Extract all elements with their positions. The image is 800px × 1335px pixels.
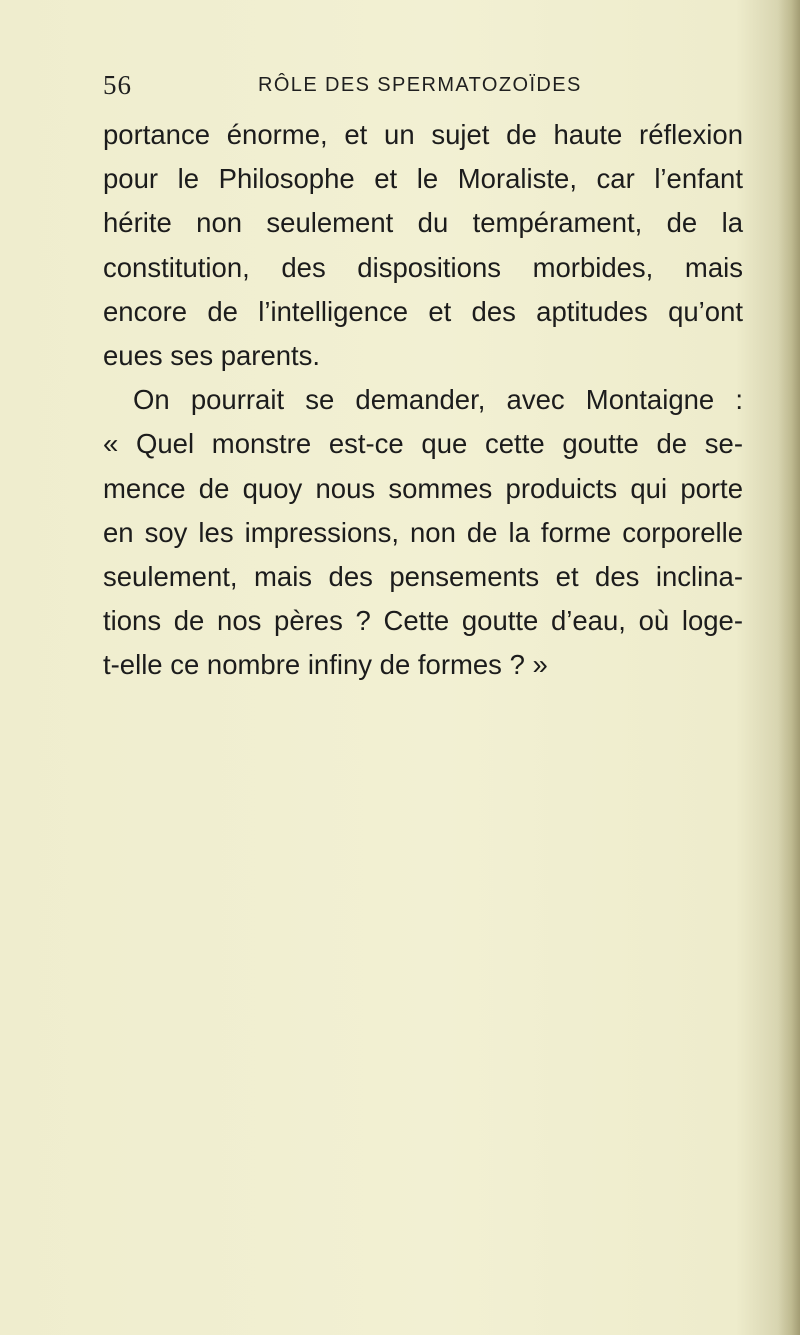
text-line: On pourrait se demander, avec Montaigne :	[133, 384, 743, 416]
text-line: t-elle ce nombre infiny de formes ? »	[103, 649, 548, 681]
text-line: eues ses parents.	[103, 339, 321, 371]
text-line: tions de nos pères ? Cette goutte d’eau, où loge-	[103, 605, 743, 637]
text-line: pour le Philosophe et le Moraliste, car l’enfant	[103, 163, 743, 195]
paragraph-1	[103, 113, 743, 378]
text-line: seulement, mais des pensements et des inclina-	[103, 560, 743, 592]
text-line: constitution, des dispositions morbides, mais	[103, 251, 743, 283]
text-line: encore de l’intelligence et des aptitudes qu’ont	[103, 295, 743, 327]
paragraph-2	[103, 378, 743, 687]
text-line: hérite non seulement du tempérament, de la	[103, 207, 743, 239]
running-title: RÔLE DES SPERMATOZOÏDES	[258, 74, 582, 96]
page-edge-shadow	[778, 0, 800, 1335]
text-line: « Quel monstre est-ce que cette goutte de se-	[103, 428, 743, 460]
text-line: en soy les impressions, non de la forme corporelle	[103, 516, 743, 548]
page-number: 56	[103, 70, 132, 100]
page-header	[103, 70, 743, 102]
text-line: portance énorme, et un sujet de haute réflexion	[103, 119, 743, 150]
body-text	[103, 113, 743, 687]
text-line: mence de quoy nous sommes produicts qui porte	[103, 472, 743, 504]
